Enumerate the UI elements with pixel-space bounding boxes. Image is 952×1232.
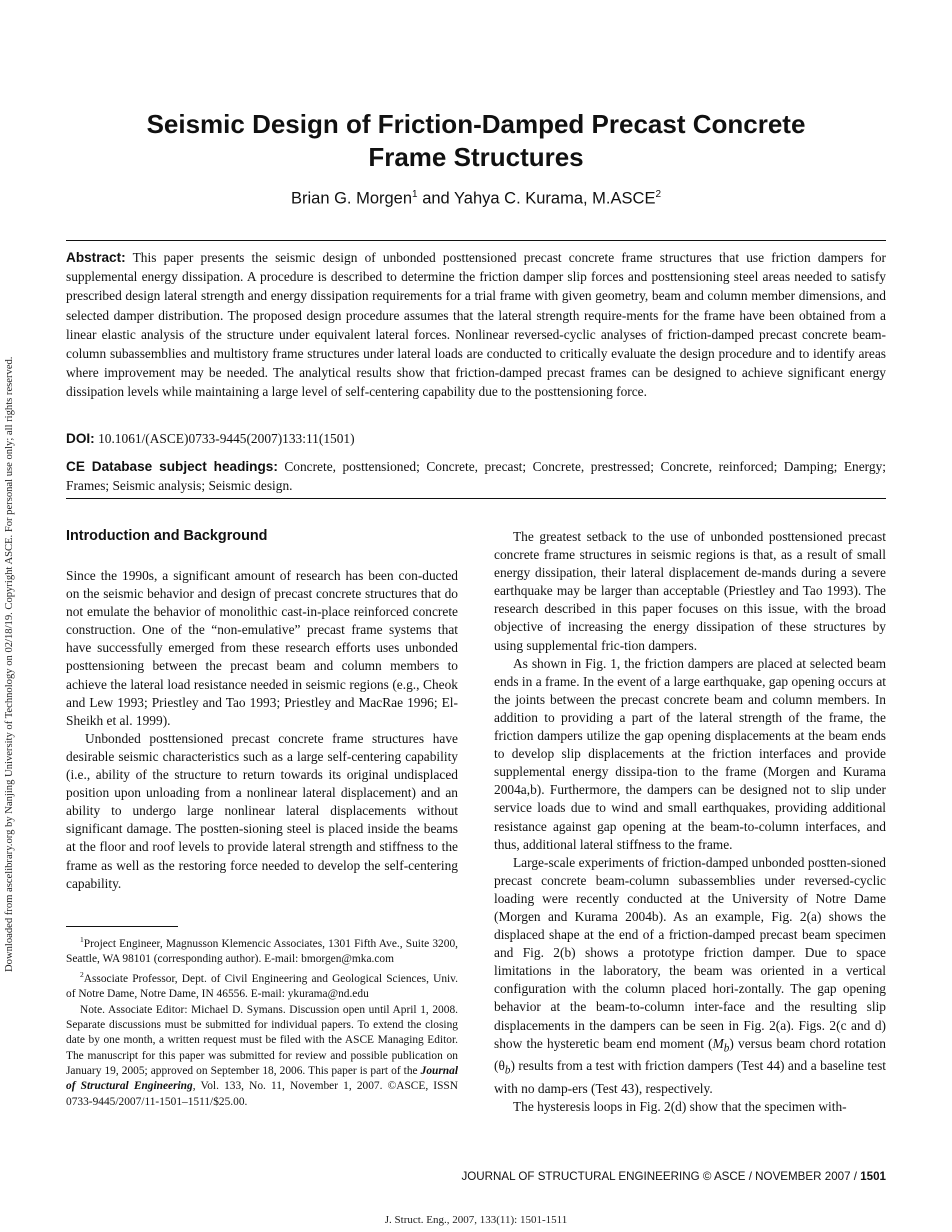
body-paragraph: The greatest setback to the use of unbonded posttensioned precast concrete frame structures in seismic regions is that, as a result of small energy dissipation, their lateral displacement de-mands during a severe earthquake may be larger than acceptable (Priestley and Tao 1993). The research described in this paper focuses on this issue, with the broad objective of increasing the energy dissipation of these structures by using supplemental fric-tion dampers.: [494, 529, 886, 653]
body-paragraph: As shown in Fig. 1, the friction dampers are placed at selected beam ends in a frame. In the event of a large earthquake, gap opening occurs at the joints between the precast concrete beam and column members. In addition to providing a part of the lateral strength of the frame, the friction dampers utilize the gap opening displacements at the beam ends to develop slip displacements at the friction interfaces and provide supplemental energy dissipa-tion to the frame (Morgen and Kurama 2004a,b). Furthermore, the dampers can be designed not to slip under service loads due to wind and small earthquakes, providing additional resistance against gap opening at the beam-to-column interfaces, and thus, additional lateral stiffness to the frame.: [494, 655, 886, 852]
left-column: [66, 567, 458, 893]
author-line: [66, 189, 886, 209]
doi-value: 10.1061/(ASCE)0733-9445(2007)133:11(1501): [98, 431, 355, 446]
footnotes: [66, 932, 458, 1110]
footnote-1-mark: 1: [80, 935, 84, 944]
author-2: Yahya C. Kurama, M.ASCE: [454, 189, 656, 208]
author-connector: and: [417, 189, 455, 208]
journal-name: Journal of Structural Engineering: [66, 1064, 458, 1093]
doi-line: [66, 429, 886, 448]
doi-label: DOI:: [66, 431, 95, 446]
section-heading: Introduction and Background: [66, 528, 268, 544]
title-line-2: Frame Structures: [368, 142, 584, 172]
author-1-mark: 1: [412, 189, 418, 200]
journal-footer: [461, 1170, 886, 1183]
body-paragraph: [494, 854, 886, 1099]
body-paragraph: Unbonded posttensioned precast concrete frame structures have desirable seismic characteristics such as a large self-centering capability (i.e., ability of the structure to return towards its original undisplaced position upon unloading from a nonlinear lateral displacement) and an ability to undergo large nonlinear lateral displacements without significant damage. The postten-sioning steel is placed inside the beams at the floor and roof levels to provide lateral strength and stiffness to the frame as well as the restoring force needed to develop the self-centering capability.: [66, 730, 458, 891]
p3-text-c: ) results from a test with friction dampers (Test 44) and a baseline test with no damp-ers (Test 43), respectively.: [494, 1058, 886, 1097]
citation: J. Struct. Eng., 2007, 133(11): 1501-1511: [384, 1214, 568, 1226]
theta-subscript: b: [504, 1065, 511, 1078]
editorial-note: [66, 1003, 458, 1110]
footnote-1: [66, 932, 458, 967]
abstract-label: Abstract:: [66, 250, 126, 265]
journal-footer-text: JOURNAL OF STRUCTURAL ENGINEERING © ASCE / NOVEMBER 2007 /: [461, 1170, 861, 1183]
moment-subscript: b: [723, 1042, 730, 1055]
paper-title: [66, 108, 886, 174]
editorial-note-tail: , Vol. 133, No. 11, November 1, 2007. ©ASCE, ISSN 0733-9445/2007/11-1501–1511/$25.00.: [66, 1080, 458, 1108]
abstract-bottom-rule: [66, 498, 886, 499]
download-notice: [2, 252, 16, 972]
subject-headings: [66, 457, 886, 495]
moment-symbol: M: [712, 1035, 724, 1051]
page-number: 1501: [860, 1170, 886, 1183]
p3-text-a: Large-scale experiments of friction-damped unbonded postten-sioned precast concrete beam-column subassemblies under reversed-cyclic loading were recently conducted at the University of Notre Dame (Morgen and Kurama 2004b). As an example, Fig. 2(a) shows the displaced shape at the end of a friction-damped precast beam specimen and Fig. 2(b) shows a prototype friction damper. Due to space limitations in the laboratory, the beam was oriented in a vertical configuration with the column placed hori-zontally. The gap opening behavior at the beam-to-column inter-face and the resulting slip displacements in the dampers can be seen in Fig. 2(a). Figs. 2(c and d) show the hysteretic beam end moment (: [494, 854, 886, 1051]
footnote-2-text: Associate Professor, Dept. of Civil Engineering and Geological Sciences, Univ. of Notre Dame, Notre Dame, IN 46556. E-mail: ykurama@nd.edu: [66, 973, 458, 1001]
abstract-text: This paper presents the seismic design of unbonded posttensioned precast concrete frame structures that use friction dampers for supplemental energy dissipation. A procedure is described to determine the friction damper slip forces and posttensioning steel areas needed to satisfy prescribed design lateral strength and energy dissipation requirements for a trial frame with given geometry, beam and column member dimensions, and selected damper distribution. The proposed design procedure assumes that the lateral strength require-ments for the frame have been obtained from a linear elastic analysis of the structure under equivalent lateral forces. Nonlinear reversed-cyclic analyses of friction-damped precast concrete beam-column subassemblies and multistory frame structures under lateral loads are conducted to critically evaluate the design procedure and to identify areas where improvement may be needed. The analytical results show that friction-damped precast frames can be designed to achieve significant energy dissipation levels while maintaining a large level of self-centering capability due to the posttensioning force.: [66, 250, 886, 400]
right-column: [494, 528, 886, 1116]
abstract: [66, 248, 886, 402]
author-2-mark: 2: [655, 189, 662, 200]
author-1: Brian G. Morgen: [290, 189, 413, 208]
footnote-2-mark: 2: [80, 970, 84, 980]
p3-text-b: ) versus beam chord rotation (: [494, 1035, 887, 1074]
body-paragraph: The hysteresis loops in Fig. 2(d) show that the specimen with-: [513, 1099, 847, 1115]
body-paragraph: Since the 1990s, a significant amount of research has been con-ducted on the seismic behavior and design of precast concrete structures that do not emulate the behavior of monolithic cast-in-place reinforced concrete construction. One of the “non-emulative” precast frame systems that have successfully emerged from these research efforts uses unbonded posttensioning between the precast beam and column members to achieve the lateral load resistance needed in seismic regions (e.g., Cheok and Lew 1993; Priestley and Tao 1993; Priestley and MacRae 1996; El-Sheikh et al. 1999).: [66, 568, 458, 728]
footnote-2: [66, 967, 458, 1002]
abstract-top-rule: [66, 240, 886, 241]
title-line-1: Seismic Design of Friction-Damped Precast Concrete: [146, 109, 806, 139]
download-notice-text: Downloaded from ascelibrary.org by Nanjing University of Technology on 02/18/19. Copyright ASCE. For personal use only; all rights reserved.: [4, 356, 15, 972]
editorial-note-text: Note. Associate Editor: Michael D. Symans. Discussion open until April 1, 2008. Separate discussions must be submitted for individual papers. To extend the closing date by one month, a written request must be filed with the ASCE Managing Editor. The manuscript for this paper was submitted for review and possible publication on January 19, 2005; approved on September 18, 2006. This paper is part of the: [66, 1003, 458, 1077]
subject-headings-label: CE Database subject headings:: [66, 459, 278, 474]
footnote-rule: [66, 926, 178, 927]
theta-symbol: θ: [498, 1058, 505, 1074]
subject-headings-value: Concrete, posttensioned; Concrete, precast; Concrete, prestressed; Concrete, reinforced; Damping; Energy; Frames; Seismic analysis; Seismic design.: [66, 459, 886, 494]
footnote-1-text: Project Engineer, Magnusson Klemencic Associates, 1301 Fifth Ave., Suite 3200, Seattle, WA 98101 (corresponding author). E-mail: bmorgen@mka.com: [66, 937, 458, 966]
